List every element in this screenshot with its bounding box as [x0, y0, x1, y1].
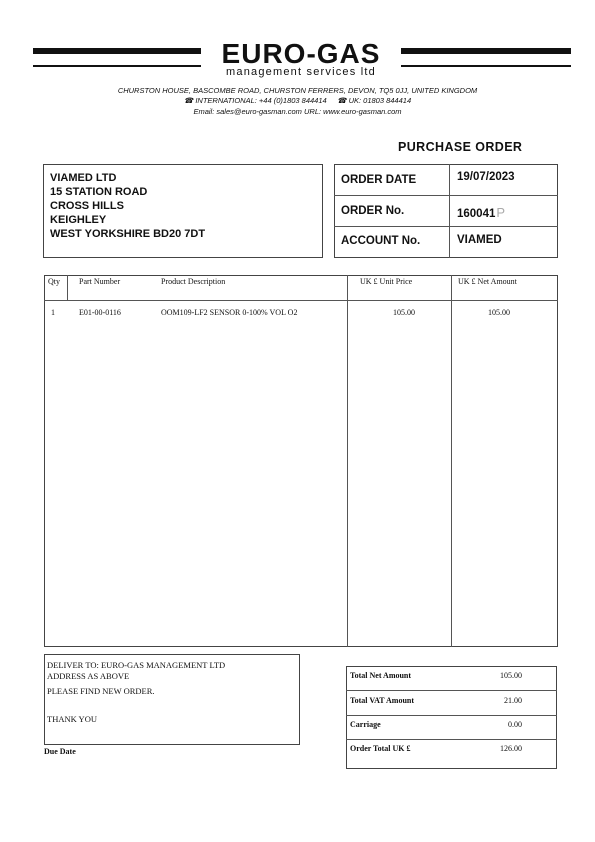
header-rule-left-thin: [33, 65, 201, 67]
totals-rule-1: [346, 690, 557, 691]
row-part-number: E01-00-0116: [79, 308, 121, 317]
due-date-label: Due Date: [44, 747, 76, 756]
table-col-rule-qty: [67, 275, 68, 301]
document-title: PURCHASE ORDER: [398, 140, 523, 154]
phone-icon: ☎: [183, 96, 194, 105]
totals-rule-2: [346, 715, 557, 716]
supplier-line-2: 15 STATION ROAD: [50, 186, 148, 198]
header-part-number: Part Number: [79, 277, 121, 286]
table-col-rule-unit: [347, 275, 348, 647]
totals-rule-3: [346, 739, 557, 740]
order-number-digits: 160041: [457, 208, 496, 220]
delivery-line-3: PLEASE FIND NEW ORDER.: [47, 686, 155, 696]
row-description: OOM109-LF2 SENSOR 0-100% VOL O2: [161, 308, 298, 317]
delivery-line-4: THANK YOU: [47, 714, 97, 724]
line-items-table: [44, 275, 558, 647]
phone-icon: ☎: [337, 96, 347, 105]
header-net-amount: UK £ Net Amount: [458, 277, 517, 286]
header-qty: Qty: [48, 277, 60, 286]
account-number-value: VIAMED: [457, 234, 502, 246]
delivery-line-1: DELIVER TO: EURO-GAS MANAGEMENT LTD: [47, 660, 226, 670]
header-unit-price: UK £ Unit Price: [360, 277, 413, 286]
phone-uk: UK: 01803 844414: [348, 96, 412, 105]
total-net-label: Total Net Amount: [350, 671, 412, 680]
total-net-value: 105.00: [500, 671, 522, 680]
supplier-line-4: KEIGHLEY: [50, 214, 107, 226]
order-info-row-rule-1: [334, 195, 558, 196]
carriage-value: 0.00: [508, 720, 522, 729]
company-logo-name: EURO-GAS: [221, 38, 381, 69]
order-date-value: 19/07/2023: [457, 171, 515, 183]
header-rule-right-thick: [401, 48, 571, 54]
header-product-description: Product Description: [161, 277, 226, 286]
supplier-line-1: VIAMED LTD: [50, 172, 117, 184]
order-number-suffix: P: [496, 205, 506, 220]
table-col-rule-net: [451, 275, 452, 647]
account-number-label: ACCOUNT No.: [341, 235, 421, 247]
totals-box: [346, 666, 557, 769]
order-total-label: Order Total UK £: [350, 744, 411, 753]
order-number-label: ORDER No.: [341, 205, 405, 217]
order-date-label: ORDER DATE: [341, 174, 417, 186]
supplier-line-5: WEST YORKSHIRE BD20 7DT: [50, 228, 206, 240]
order-total-value: 126.00: [500, 744, 522, 753]
delivery-line-2: ADDRESS AS ABOVE: [47, 671, 130, 681]
order-info-divider: [449, 164, 450, 258]
total-vat-label: Total VAT Amount: [350, 696, 415, 705]
row-unit-price: 105.00: [393, 308, 415, 317]
row-qty: 1: [51, 308, 55, 317]
company-logo-tagline: management services ltd: [226, 66, 376, 78]
row-net-amount: 105.00: [488, 308, 510, 317]
order-info-row-rule-2: [334, 226, 558, 227]
carriage-label: Carriage: [350, 720, 381, 729]
order-number-value: [457, 205, 505, 220]
company-phones: [0, 96, 595, 106]
company-email-url: Email: sales@euro-gasman.com URL: www.euro-gasman.com: [193, 107, 402, 116]
total-vat-value: 21.00: [504, 696, 522, 705]
phone-international: INTERNATIONAL: +44 (0)1803 844414: [195, 96, 327, 105]
supplier-line-3: CROSS HILLS: [50, 200, 124, 212]
table-header-rule: [44, 300, 558, 301]
company-address: CHURSTON HOUSE, BASCOMBE ROAD, CHURSTON FERRERS, DEVON, TQ5 0JJ, UNITED KINGDOM: [117, 86, 478, 95]
header-rule-right-thin: [401, 65, 571, 67]
header-rule-left-thick: [33, 48, 201, 54]
